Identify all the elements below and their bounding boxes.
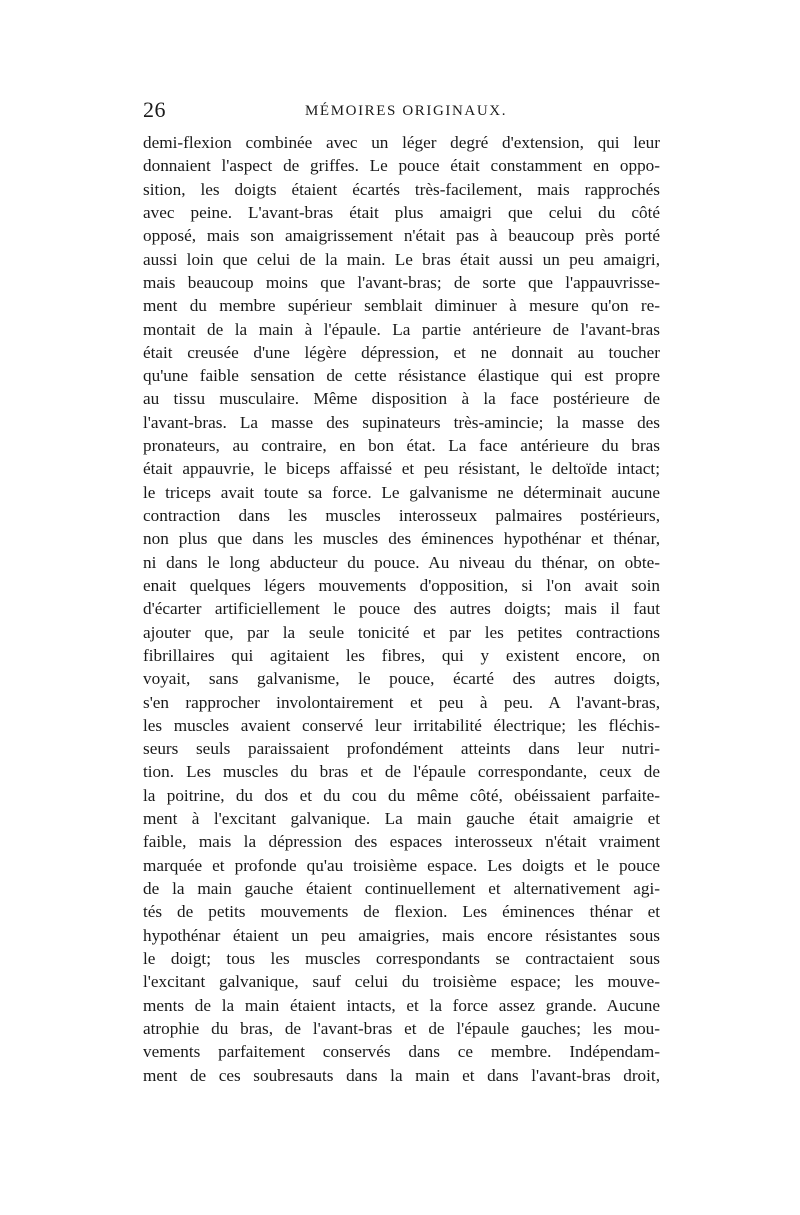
text-line: atrophie du bras, de l'avant-bras et de l'épaule gauches; les mou- xyxy=(143,1018,660,1038)
text-line: opposé, mais son amaigrissement n'était pas à beaucoup près porté xyxy=(143,226,660,246)
text-line: sition, les doigts étaient écartés très-facilement, mais rapprochés xyxy=(143,179,660,199)
text-line: mais beaucoup moins que l'avant-bras; de sorte que l'appauvrisse- xyxy=(143,272,660,292)
running-head xyxy=(140,96,660,124)
text-line: ni dans le long abducteur du pouce. Au niveau du thénar, on obte- xyxy=(143,552,660,572)
text-line: pronateurs, au contraire, en bon état. La face antérieure du bras xyxy=(143,436,660,456)
text-line: demi-flexion combinée avec un léger degré d'extension, qui leur xyxy=(143,133,660,152)
text-line: ment du membre supérieur semblait diminuer à mesure qu'on re- xyxy=(143,296,660,316)
text-line: qu'une faible sensation de cette résistance élastique qui est propre xyxy=(143,366,660,386)
text-line: faible, mais la dépression des espaces interosseux n'était vraiment xyxy=(143,832,660,852)
text-line: de la main gauche étaient continuellement et alternativement agi- xyxy=(143,879,660,898)
text-line: d'écarter artificiellement le pouce des autres doigts; mais il faut xyxy=(143,599,660,619)
text-line: aussi loin que celui de la main. Le bras était aussi un peu amaigri, xyxy=(143,249,660,269)
text-line: hypothénar étaient un peu amaigries, mais encore résistantes sous xyxy=(143,925,660,945)
text-line: la poitrine, du dos et du cou du même côté, obéissaient parfaite- xyxy=(143,785,660,805)
page-number: 26 xyxy=(143,97,166,122)
text-line: ment à l'excitant galvanique. La main gauche était amaigrie et xyxy=(143,809,660,829)
text-line: ajouter que, par la seule tonicité et par les petites contractions xyxy=(143,622,660,642)
text-line: contraction dans les muscles interosseux palmaires postérieurs, xyxy=(143,506,660,525)
text-line: l'excitant galvanique, sauf celui du troisième espace; les mouve- xyxy=(143,972,660,992)
text-line: était appauvrie, le biceps affaissé et peu résistant, le deltoïde intact; xyxy=(143,459,660,479)
text-line: voyait, sans galvanisme, le pouce, écarté des autres doigts, xyxy=(143,669,660,689)
text-line: l'avant-bras. La masse des supinateurs très-amincie; la masse des xyxy=(143,412,660,432)
text-line: non plus que dans les muscles des éminences hypothénar et thénar, xyxy=(143,529,660,549)
text-line: donnaient l'aspect de griffes. Le pouce était constamment en oppo- xyxy=(143,156,660,176)
text-line: vements parfaitement conservés dans ce membre. Indépendam- xyxy=(143,1042,660,1062)
text-line: seurs seuls paraissaient profondément atteints dans leur nutri- xyxy=(143,739,660,759)
text-line: le doigt; tous les muscles correspondants se contractaient sous xyxy=(143,948,660,968)
text-line: ments de la main étaient intacts, et la force assez grande. Aucune xyxy=(143,995,660,1015)
text-line: montait de la main à l'épaule. La partie antérieure de l'avant-bras xyxy=(143,319,660,339)
running-title: MÉMOIRES ORIGINAUX. xyxy=(305,103,508,119)
text-line: tés de petits mouvements de flexion. Les éminences thénar et xyxy=(143,902,660,922)
text-line: était creusée d'une légère dépression, et ne donnait au toucher xyxy=(143,342,660,362)
text-line: fibrillaires qui agitaient les fibres, qui y existent encore, on xyxy=(143,645,660,665)
text-line: marquée et profonde qu'au troisième espace. Les doigts et le pouce xyxy=(143,855,660,875)
text-line: le triceps avait toute sa force. Le galvanisme ne déterminait aucune xyxy=(143,482,660,502)
text-line: tion. Les muscles du bras et de l'épaule correspondante, ceux de xyxy=(143,762,660,782)
text-line: s'en rapprocher involontairement et peu à peu. A l'avant-bras, xyxy=(143,692,660,712)
text-line: avec peine. L'avant-bras était plus amaigri que celui du côté xyxy=(143,202,660,222)
text-line: ment de ces soubresauts dans la main et dans l'avant-bras droit, xyxy=(143,1065,660,1085)
text-line: au tissu musculaire. Même disposition à la face postérieure de xyxy=(143,389,660,409)
text-line: les muscles avaient conservé leur irritabilité électrique; les fléchis- xyxy=(143,715,660,735)
body-text xyxy=(143,131,660,1087)
text-line: enait quelques légers mouvements d'opposition, si l'on avait soin xyxy=(143,575,660,595)
